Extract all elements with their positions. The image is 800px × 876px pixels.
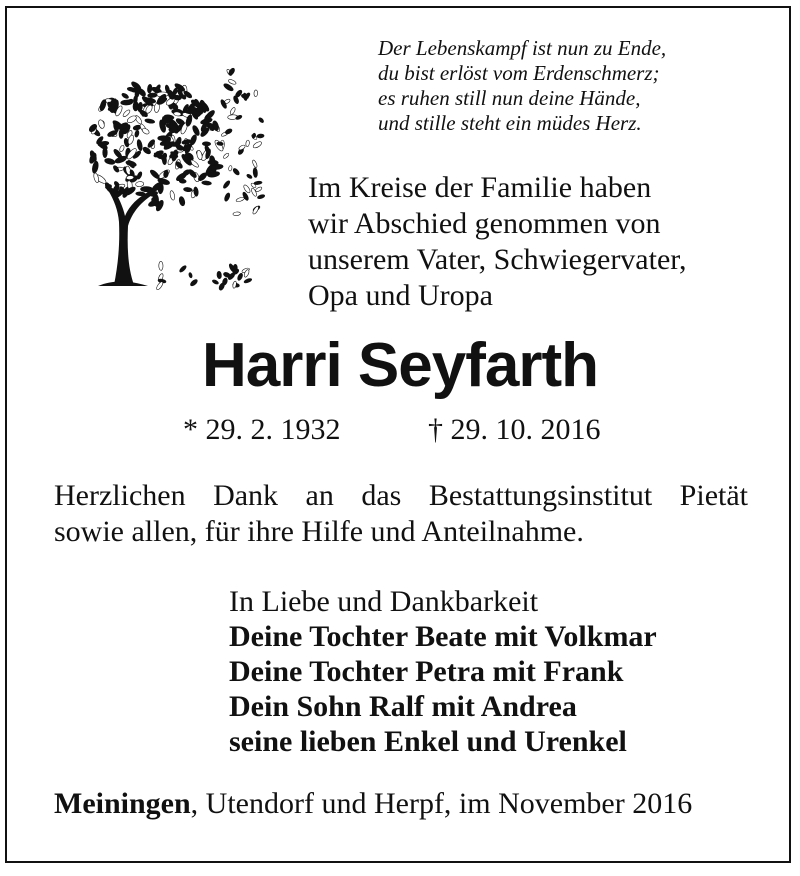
leaf-shape — [237, 273, 244, 282]
leaf-shape — [254, 181, 263, 185]
leaf-shape — [99, 99, 107, 112]
leaf-shape — [169, 190, 175, 200]
leaf-shape — [182, 144, 192, 151]
deceased-name: Harri Seyfarth — [201, 331, 599, 400]
leaf-shape — [222, 180, 231, 189]
leaf-shape — [253, 168, 258, 178]
place-town: Meiningen — [54, 787, 191, 820]
leaf-shape — [224, 192, 231, 202]
poem-line: es ruhen still nun deine Hände, — [378, 86, 641, 110]
leaf-shape — [145, 118, 156, 124]
leaf-shape — [179, 265, 188, 273]
leaf-shape — [134, 130, 139, 138]
thanks-line: Herzlichen Dank an das Bestattungsinstitut Pietät — [54, 479, 748, 512]
intro-line: wir Abschied genommen von — [308, 207, 661, 240]
leaf-shape — [236, 196, 245, 202]
leaf-shape — [93, 172, 100, 183]
leaf-shape — [257, 134, 265, 138]
leaf-shape — [103, 147, 108, 157]
leaf-shape — [228, 165, 232, 171]
leaf-shape — [136, 192, 146, 196]
leaf-shape — [119, 129, 124, 138]
place-rest: , Utendorf und Herpf, im November 2016 — [190, 787, 693, 820]
leaf-shape — [147, 93, 157, 98]
leaf-shape — [126, 114, 137, 124]
leaf-shape — [243, 278, 252, 284]
leaf-shape — [223, 152, 230, 159]
leaf-shape — [202, 180, 212, 185]
leaf-shape — [246, 174, 253, 180]
leaf-shape — [212, 279, 219, 285]
poem-line: du bist erlöst vom Erdenschmerz; — [378, 61, 660, 85]
leaf-shape — [159, 261, 163, 270]
leaf-shape — [104, 157, 116, 165]
leaf-shape — [136, 171, 143, 180]
mourners-intro: In Liebe und Dankbarkeit — [229, 585, 539, 618]
leaf-shape — [238, 144, 246, 151]
leaf-shape — [225, 128, 233, 135]
intro-text — [308, 170, 748, 314]
leaf-shape — [218, 282, 225, 291]
leaf-shape — [223, 271, 231, 278]
leaf-shape — [97, 119, 105, 129]
intro-line: Im Kreise der Familie haben — [308, 171, 652, 204]
mourner-line: Deine Tochter Beate mit Volkmar — [229, 620, 657, 653]
thanks-text — [54, 478, 748, 550]
windblown-tree-icon — [70, 50, 270, 300]
leaf-shape — [228, 79, 237, 86]
intro-line: Opa und Uropa — [308, 279, 493, 312]
poem — [378, 36, 758, 136]
leaf-shape — [191, 125, 200, 137]
leaf-shape — [258, 117, 265, 124]
leaf-shape — [122, 109, 131, 118]
leaf-shape — [185, 110, 194, 114]
leaf-shape — [228, 67, 236, 76]
mourner-line: seine lieben Enkel und Urenkel — [229, 725, 627, 758]
leaf-shape — [178, 196, 185, 206]
leaf-shape — [257, 194, 265, 200]
mourner-line: Deine Tochter Petra mit Frank — [229, 655, 624, 688]
place-date-line — [54, 786, 754, 822]
death-date: † 29. 10. 2016 — [428, 413, 601, 446]
thanks-line: sowie allen, für ihre Hilfe und Anteilnahme. — [54, 515, 584, 548]
leaf-shape — [196, 150, 203, 160]
leaf-shape — [233, 212, 241, 216]
leaf-shape — [252, 159, 258, 168]
mourners-block — [229, 584, 749, 759]
leaf-shape — [188, 272, 192, 278]
leaf-shape — [112, 165, 120, 173]
leaf-shape — [232, 167, 240, 176]
leaf-shape — [189, 278, 198, 287]
leaf-shape — [229, 107, 236, 116]
leaf-shape — [158, 136, 170, 141]
leaf-shape — [252, 140, 262, 149]
leaf-shape — [136, 139, 143, 151]
birth-date: * 29. 2. 1932 — [183, 413, 341, 446]
leaf-shape — [217, 271, 222, 279]
intro-line: unserem Vater, Schwiegervater, — [308, 243, 687, 276]
leaf-shape — [254, 90, 258, 97]
leaf-shape — [135, 181, 144, 187]
leaf-shape — [147, 84, 152, 93]
leaf-shape — [232, 281, 237, 289]
leaf-shape — [245, 140, 249, 147]
leaf-shape — [119, 145, 125, 153]
poem-line: Der Lebenskampf ist nun zu Ende, — [378, 36, 667, 60]
leaf-shape — [199, 108, 203, 115]
leaf-cloud — [88, 67, 265, 291]
leaf-shape — [179, 179, 186, 183]
leaf-shape — [183, 187, 192, 192]
mourner-line: Dein Sohn Ralf mit Andrea — [229, 690, 577, 723]
leaf-shape — [121, 92, 129, 99]
poem-line: und stille steht ein müdes Herz. — [378, 111, 642, 135]
